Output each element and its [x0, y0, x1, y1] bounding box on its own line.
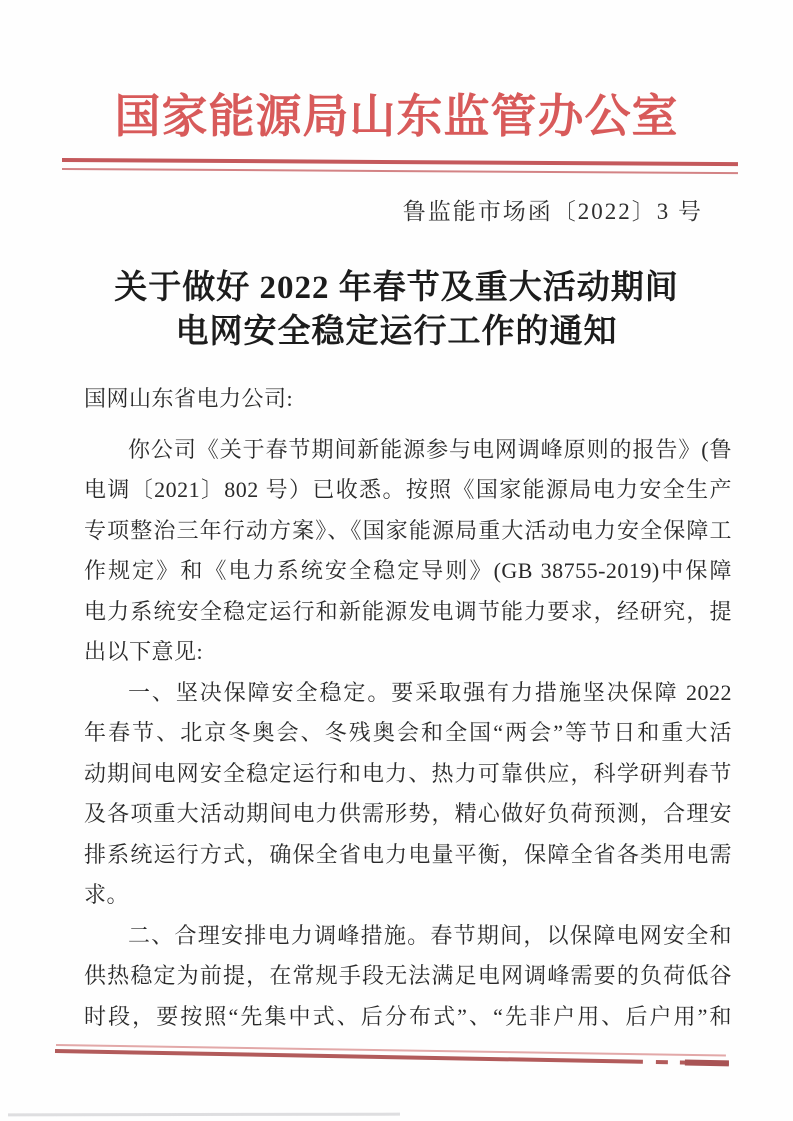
- body-line: 求。: [84, 882, 130, 907]
- body-line: 作规定》和《电力系统安全稳定导则》(GB 38755-2019)中保障: [84, 558, 732, 583]
- body-line: 排系统运行方式，确保全省电力电量平衡，保障全省各类用电需: [84, 841, 732, 867]
- salutation-line: 国网山东省电力公司:: [84, 386, 294, 411]
- body-line: 时段，要按照“先集中式、后分布式”、“先非户用、后户用”和: [84, 1003, 732, 1029]
- footer-rule-dark-segment: [685, 1060, 729, 1067]
- body-line: 动期间电网安全稳定运行和电力、热力可靠供应，科学研判春节: [84, 760, 732, 786]
- document-title: [0, 266, 793, 354]
- body-line-item-1: 一、坚决保障安全稳定。要采取强有力措施坚决保障 2022: [128, 679, 732, 705]
- body-line: 电调〔2021〕802 号）已收悉。按照《国家能源局电力安全生产: [84, 477, 732, 502]
- body-line: 供热稳定为前提，在常规手段无法满足电网调峰需要的负荷低谷: [84, 963, 732, 988]
- body-line-item-2: 二、合理安排电力调峰措施。春节期间，以保障电网安全和: [128, 922, 732, 948]
- body-line: 专项整治三年行动方案》、《国家能源局重大活动电力安全保障工: [84, 517, 732, 543]
- body-line: 你公司《关于春节期间新能源参与电网调峰原则的报告》(鲁: [128, 436, 732, 462]
- body-line: 及各项重大活动期间电力供需形势，精心做好负荷预测，合理安: [84, 801, 732, 826]
- footer-rule-gap: [643, 1059, 656, 1066]
- letterhead-divider-thin: [62, 168, 738, 174]
- agency-letterhead: 国家能源局山东监管办公室: [114, 91, 679, 142]
- document-number: 鲁监能市场函〔2022〕3 号: [402, 199, 703, 224]
- scan-edge-shadow: [8, 1113, 400, 1117]
- body-line: 出以下意见:: [84, 639, 204, 664]
- document-body: [84, 379, 732, 1037]
- body-line: 年春节、北京冬奥会、冬残奥会和全国“两会”等节日和重大活: [84, 720, 732, 745]
- footer-rule-gap: [668, 1059, 680, 1066]
- body-line: 电力系统安全稳定运行和新能源发电调节能力要求，经研究，提: [84, 598, 732, 624]
- document-title-line1: 关于做好 2022 年春节及重大活动期间: [114, 270, 679, 306]
- page-footer-rule: [55, 1049, 729, 1065]
- letterhead-divider-thick: [62, 158, 738, 166]
- document-title-line2: 电网安全稳定运行工作的通知: [175, 314, 618, 350]
